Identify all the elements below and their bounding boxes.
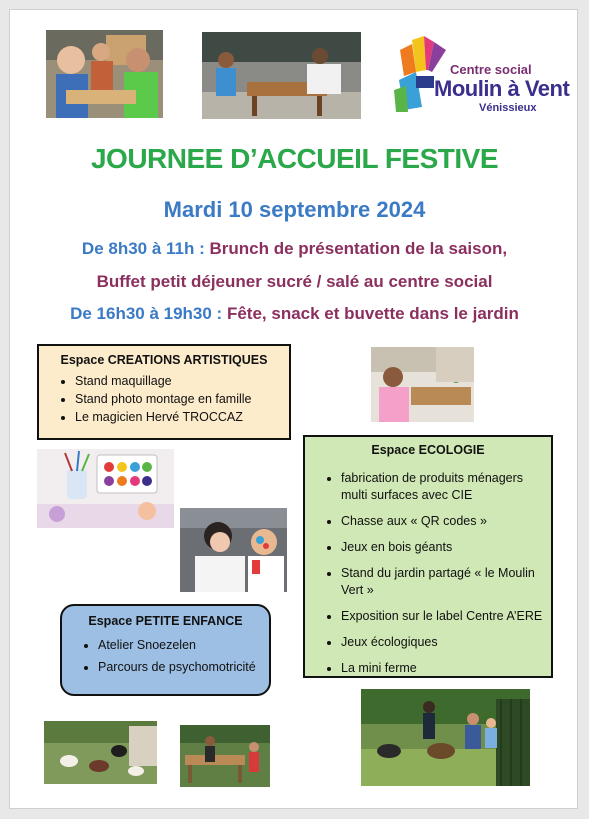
ecologie-box: [303, 435, 553, 678]
list-item: • Stand maquillage: [75, 374, 283, 388]
schedule-line-evening: [10, 304, 578, 324]
petite-enfance-box: [60, 604, 271, 696]
centre-social-logo: [394, 32, 570, 114]
creations-artistiques-box: [37, 344, 291, 440]
petite-enfance-list: [68, 638, 263, 674]
photo-children-playing: [46, 30, 163, 118]
list-item: • Stand photo montage en famille: [75, 392, 283, 406]
list-item: • Atelier Snoezelen: [98, 638, 263, 652]
logo-text-centre-social: Centre social: [450, 62, 532, 77]
logo-text-venissieux: Vénissieux: [479, 102, 537, 114]
ecologie-list: [311, 470, 545, 677]
flyer-page: [9, 9, 578, 809]
schedule-text-evening: Fête, snack et buvette dans le jardin: [226, 304, 519, 323]
schedule-line-morning: [10, 239, 578, 259]
creations-title: Espace CREATIONS ARTISTIQUES: [60, 353, 268, 367]
creations-list: [45, 374, 283, 424]
photo-giant-board-game: [202, 32, 361, 119]
list-item: • Parcours de psychomotricité: [98, 660, 263, 674]
list-item: • Jeux en bois géants: [341, 539, 545, 556]
event-title: JOURNEE D’ACCUEIL FESTIVE: [90, 143, 499, 174]
list-item: • fabrication de produits ménagers multi surfaces avec CIE: [341, 470, 545, 504]
list-item: • Jeux écologiques: [341, 634, 545, 651]
list-item: • Exposition sur le label Centre A’ERE: [341, 608, 545, 625]
schedule-time-evening: De 16h30 à 19h30 :: [70, 304, 223, 323]
ecologie-title: Espace ECOLOGIE: [371, 443, 485, 457]
photo-paints: [37, 449, 174, 528]
list-item: • Stand du jardin partagé « le Moulin Vert »: [341, 565, 545, 599]
photo-chickens: [44, 721, 157, 784]
list-item: • Chasse aux « QR codes »: [341, 513, 545, 530]
photo-kids-wooden-table: [180, 725, 270, 787]
event-date: Mardi 10 septembre 2024: [163, 197, 426, 222]
petite-enfance-title: Espace PETITE ENFANCE: [88, 614, 243, 628]
list-item: • Le magicien Hervé TROCCAZ: [75, 410, 283, 424]
photo-face-painting: [180, 508, 287, 592]
photo-mini-farm: [361, 689, 530, 786]
schedule-text-morning: Brunch de présentation de la saison,: [209, 239, 508, 258]
schedule-line-buffet: Buffet petit déjeuner sucré / salé au centre social: [96, 272, 493, 291]
list-item: • La mini ferme: [341, 660, 545, 677]
schedule-time-morning: De 8h30 à 11h :: [81, 239, 205, 258]
logo-text-moulin-a-vent: Moulin à Vent: [434, 76, 570, 101]
photo-child-wooden-game: [371, 347, 474, 422]
